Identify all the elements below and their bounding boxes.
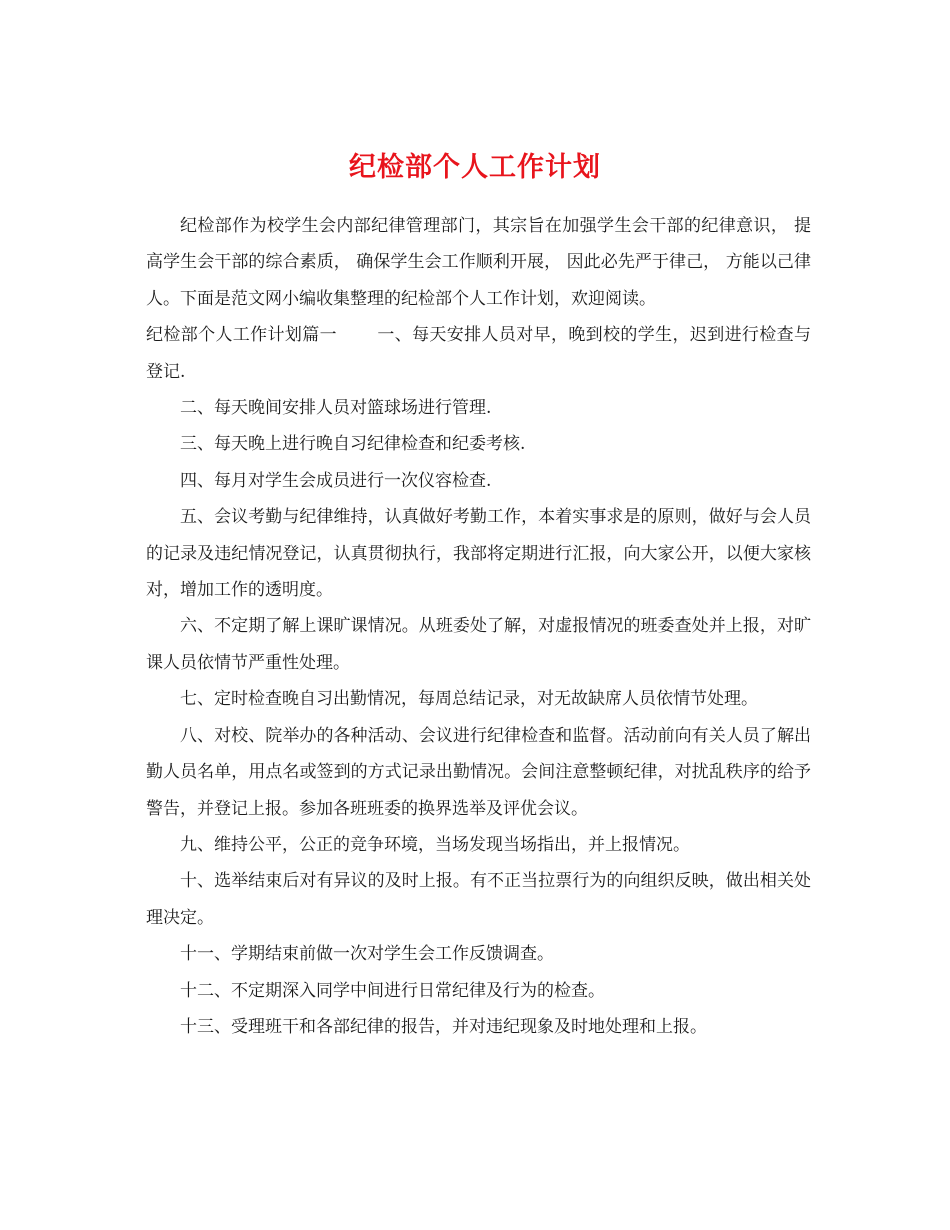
list-item-13: 十三、受理班干和各部纪律的报告，并对违纪现象及时地处理和上报。: [180, 1016, 707, 1037]
list-item-8: 八、对校、院举办的各种活动、会议进行纪律检查和监督。活动前向有关人员了解出勤人员名单，用点名或签到的方式记录出勤情况。会间注意整顿纪律，对扰乱秩序的给予警告，并登记上报。参加各班班委的换界选举及评优会议。: [146, 725, 811, 819]
intro-paragraph: 纪检部作为校学生会内部纪律管理部门，其宗旨在加强学生会干部的纪律意识， 提高学生会干部的综合素质， 确保学生会工作顺利开展， 因此必先严于律己， 方能以己律人。下面是范文网小编收集整理的纪检部个人工作计划，欢迎阅读。: [146, 216, 811, 309]
section-first-paragraph: [146, 317, 811, 390]
list-item-6: 六、不定期了解上课旷课情况。从班委处了解，对虚报情况的班委查处并上报，对旷课人员依情节严重性处理。: [146, 616, 811, 673]
section-heading: 纪检部个人工作计划篇一: [146, 325, 337, 346]
document-title: 纪检部个人工作计划: [349, 152, 601, 184]
document-body: [146, 208, 811, 1045]
list-item-2: 二、每天晚间安排人员对篮球场进行管理.: [180, 398, 492, 419]
list-item-1: 一、每天安排人员对早，晚到校的学生，迟到进行检查与登记.: [146, 325, 812, 382]
list-item-5: 五、会议考勤与纪律维持，认真做好考勤工作，本着实事求是的原则，做好与会人员的记录及违纪情况登记，认真贯彻执行，我部将定期进行汇报，向大家公开，以便大家核对，增加工作的透明度。: [146, 507, 811, 601]
list-item-4: 四、每月对学生会成员进行一次仪容检查.: [180, 470, 492, 491]
list-item-3: 三、每天晚上进行晚自习纪律检查和纪委考核.: [180, 434, 526, 455]
list-item-9: 九、维持公平，公正的竞争环境，当场发现当场指出，并上报情况。: [180, 834, 690, 855]
list-item-12: 十二、不定期深入同学中间进行日常纪律及行为的检查。: [180, 980, 605, 1001]
list-item-11: 十一、学期结束前做一次对学生会工作反馈调查。: [180, 944, 554, 965]
list-item-10: 十、选举结束后对有异议的及时上报。有不正当拉票行为的向组织反映，做出相关处理决定。: [146, 871, 811, 928]
list-item-7: 七、定时检查晚自习出勤情况，每周总结记录，对无故缺席人员依情节处理。: [180, 689, 758, 710]
